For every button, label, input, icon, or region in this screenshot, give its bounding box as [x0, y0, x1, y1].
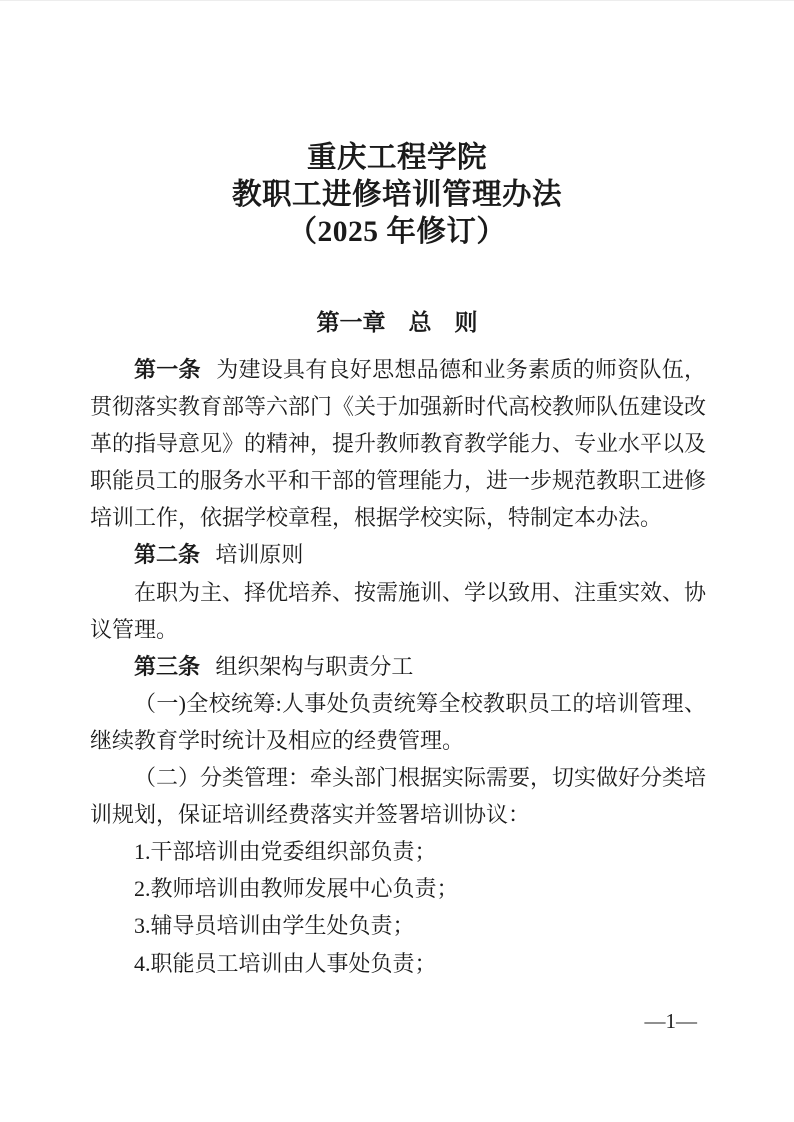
- line-text: 为建设具有良好思想品德和业务素质的师资队伍，: [216, 357, 706, 382]
- body-line-article-1: [90, 351, 706, 388]
- title-line-school-name: 重庆工程学院: [306, 142, 487, 174]
- body-line-article-3: [90, 648, 706, 685]
- document-body: [90, 351, 706, 982]
- line-text: （一)全校统筹:人事处负责统筹全校教职员工的培训管理、: [134, 690, 706, 716]
- body-line: [90, 462, 706, 499]
- line-text: 4.职能员工培训由人事处负责；: [134, 950, 437, 976]
- title-line-revision-year: （2025 年修订）: [287, 216, 507, 248]
- document-title: [0, 140, 794, 251]
- article-2-label: 第二条: [134, 542, 201, 568]
- line-text: 职能员工的服务水平和干部的管理能力，进一步规范教职工进修: [90, 468, 707, 494]
- page-number: —1—: [644, 1009, 697, 1033]
- line-text: 革的指导意见》的精神，提升教师教育教学能力、专业水平以及: [90, 431, 707, 457]
- body-line: [90, 722, 706, 759]
- body-line: [90, 611, 706, 648]
- article-3-label: 第三条: [134, 653, 201, 679]
- line-text: 2.教师培训由教师发展中心负责；: [134, 876, 459, 902]
- line-text: 在职为主、择优培养、按需施训、学以致用、注重实效、协: [134, 579, 707, 605]
- body-line-subitem-1: [90, 833, 706, 870]
- body-line: [90, 388, 706, 425]
- line-text: 议管理。: [90, 616, 179, 642]
- body-line: [90, 499, 706, 536]
- line-text: 3.辅导员培训由学生处负责；: [134, 913, 415, 939]
- line-text: 贯彻落实教育部等六部门《关于加强新时代高校教师队伍建设改: [90, 394, 707, 420]
- line-text: 1.干部培训由党委组织部负责；: [134, 839, 437, 865]
- body-line-subitem-3: [90, 907, 706, 944]
- line-text: 继续教育学时统计及相应的经费管理。: [90, 727, 465, 753]
- chapter-heading: 第一章 总 则: [316, 309, 478, 335]
- line-text: 组织架构与职责分工: [215, 653, 414, 679]
- article-1-label: 第一条: [134, 357, 201, 382]
- body-line-item-1: [90, 685, 706, 722]
- line-text: 训规划，保证培训经费落实并签署培训协议：: [90, 802, 531, 828]
- line-text: （二）分类管理：牵头部门根据实际需要，切实做好分类培: [134, 765, 707, 791]
- line-text: 培训工作，依据学校章程，根据学校实际，特制定本办法。: [90, 505, 663, 531]
- body-line-article-2: [90, 536, 706, 573]
- body-line: [90, 425, 706, 462]
- title-line-policy-name: 教职工进修培训管理办法: [231, 179, 562, 211]
- body-line-subitem-2: [90, 870, 706, 907]
- body-line-subitem-4: [90, 945, 706, 982]
- body-line: [90, 796, 706, 833]
- line-text: 培训原则: [215, 542, 304, 568]
- body-line: [90, 574, 706, 611]
- body-line-item-2: [90, 759, 706, 796]
